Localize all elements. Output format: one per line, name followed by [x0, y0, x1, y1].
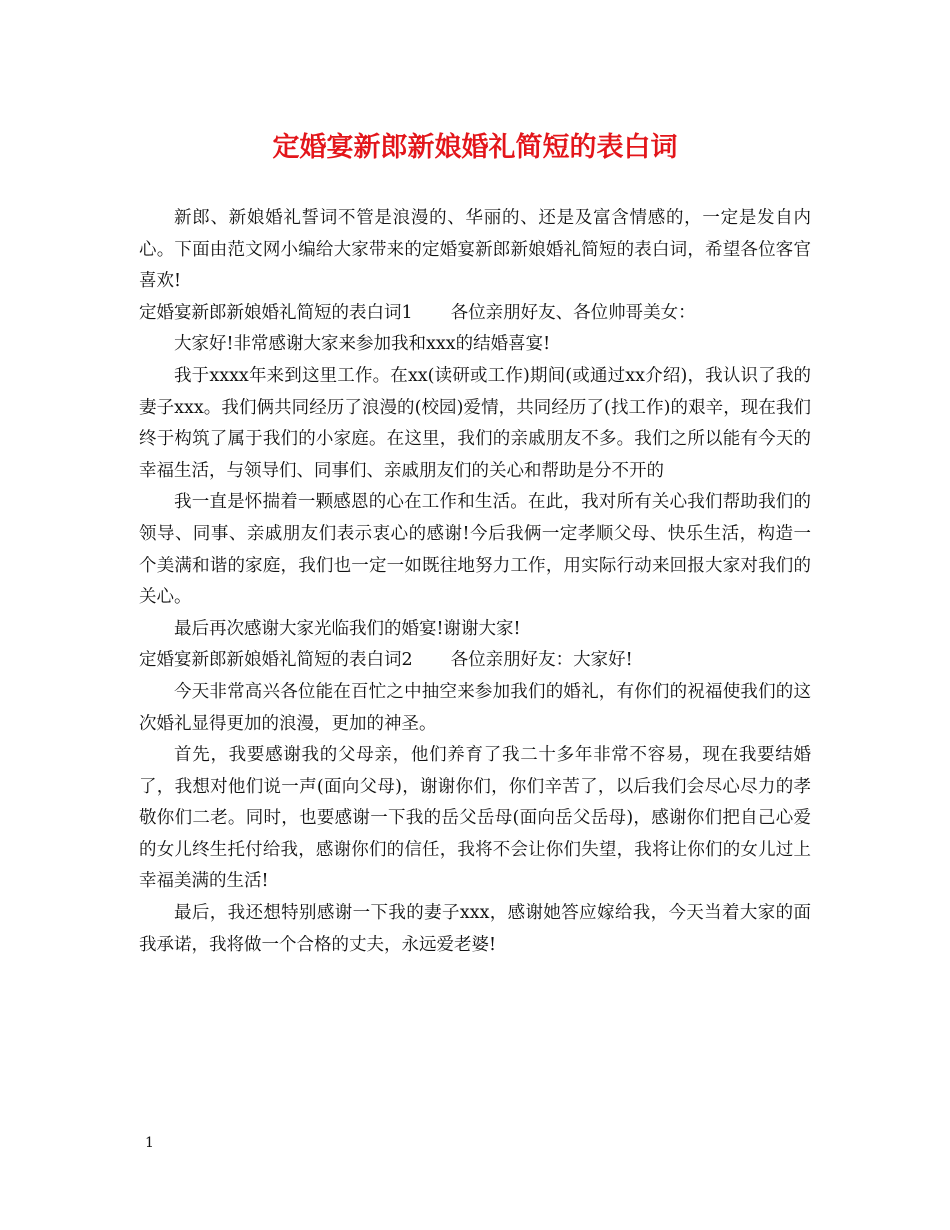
section-heading-1: [139, 298, 811, 330]
section-heading-label: 定婚宴新郎新娘婚礼简短的表白词1: [139, 302, 413, 323]
body-paragraph: 我一直是怀揣着一颗感恩的心在工作和生活。在此，我对所有关心我们帮助我们的领导、同事、亲戚朋友们表示衷心的感谢!今后我俩一定孝顺父母、快乐生活，构造一个美满和谐的家庭，我们也一定一如既往地努力工作，用实际行动来回报大家对我们的关心。: [139, 492, 811, 608]
section-heading-greeting: 各位亲朋好友：大家好!: [450, 650, 633, 671]
body-paragraph: 今天非常高兴各位能在百忙之中抽空来参加我们的婚礼，有你们的祝福使我们的这次婚礼显得更加的浪漫，更加的神圣。: [139, 681, 811, 734]
body-paragraph: 最后，我还想特别感谢一下我的妻子xxx，感谢她答应嫁给我，今天当着大家的面我承诺，我将做一个合格的丈夫，永远爱老婆!: [139, 903, 811, 955]
document-title: 定婚宴新郎新娘婚礼简短的表白词: [272, 132, 678, 163]
body-paragraph: 我于xxxx年来到这里工作。在xx(读研或工作)期间(或通过xx介绍)，我认识了我的妻子xxx。我们俩共同经历了浪漫的(校园)爱情，共同经历了(找工作)的艰辛，现在我们终于构筑了属于我们的小家庭。在这里，我们的亲戚朋友不多。我们之所以能有今天的幸福生活，与领导们、同事们、亲戚朋友们的关心和帮助是分不开的: [139, 365, 811, 481]
body-paragraph: 最后再次感谢大家光临我们的婚宴!谢谢大家!: [174, 618, 521, 639]
document-body: [139, 203, 811, 961]
section-heading-2: [139, 645, 811, 677]
page-number: 1: [145, 1135, 154, 1151]
section-heading-label: 定婚宴新郎新娘婚礼简短的表白词2: [139, 650, 413, 671]
body-paragraph: 大家好!非常感谢大家来参加我和xxx的结婚喜宴!: [174, 334, 551, 355]
body-paragraph: 首先，我要感谢我的父母亲，他们养育了我二十多年非常不容易，现在我要结婚了，我想对他们说一声(面向父母)，谢谢你们，你们辛苦了，以后我们会尽心尽力的孝敬你们二老。同时，也要感谢一下我的岳父岳母(面向岳父岳母)，感谢你们把自己心爱的女儿终生托付给我，感谢你们的信任，我将不会让你们失望，我将让你们的女儿过上幸福美满的生活!: [139, 745, 811, 892]
intro-paragraph: 新郎、新娘婚礼誓词不管是浪漫的、华丽的、还是及富含情感的，一定是发自内心。下面由范文网小编给大家带来的定婚宴新郎新娘婚礼简短的表白词，希望各位客官喜欢!: [139, 208, 811, 292]
section-heading-greeting: 各位亲朋好友、各位帅哥美女：: [450, 302, 696, 323]
